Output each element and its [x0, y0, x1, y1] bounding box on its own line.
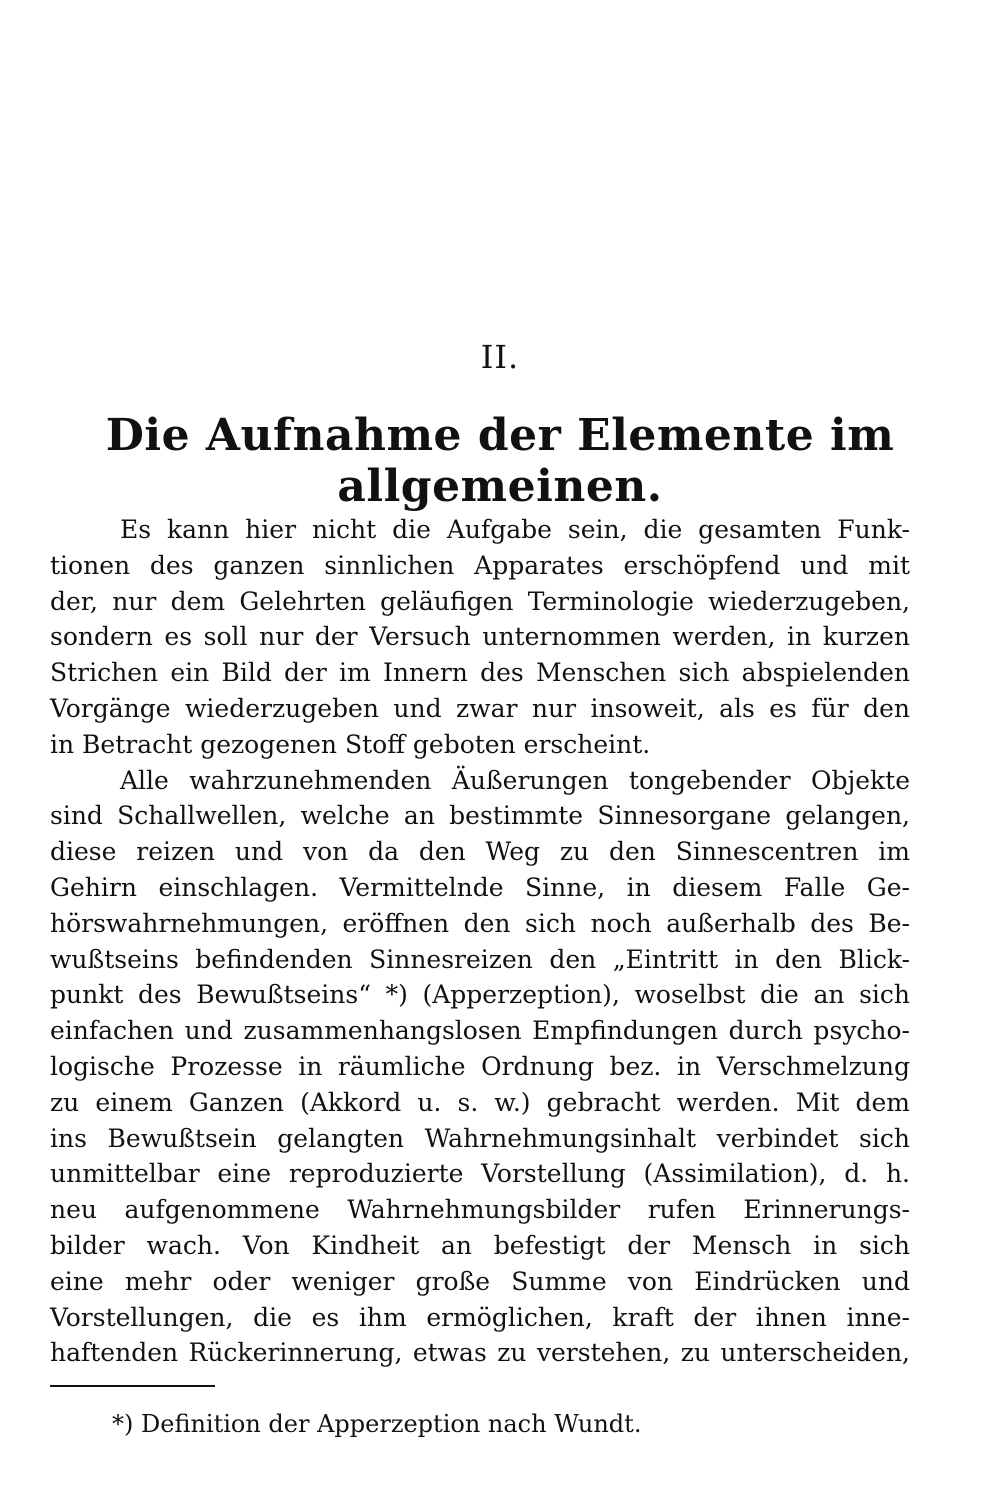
text-line: sind Schallwellen, welche an bestimmte Sinnesorgane gelangen, [50, 801, 910, 831]
text-line: punkt des Bewußtseins“ *) (Apperzeption), woselbst die an sich [50, 980, 910, 1010]
text-line: logische Prozesse in räumliche Ordnung bez. in Verschmelzung [50, 1051, 910, 1081]
text-line: neu aufgenommene Wahrnehmungsbilder rufen Erinnerungs- [50, 1195, 910, 1225]
footnote-divider [50, 1385, 215, 1387]
text-line: Gehirn einschlagen. Vermittelnde Sinne, in diesem Falle Ge- [50, 872, 910, 902]
text-line: Es kann hier nicht die Aufgabe sein, die gesamten Funk- [120, 515, 910, 544]
text-line: bilder wach. Von Kindheit an befestigt der Mensch in sich [50, 1230, 910, 1260]
footnote: *) Definition der Apperzeption nach Wundt. [112, 1410, 642, 1438]
text-line: Vorgänge wiederzugeben und zwar nur insoweit, als es für den [50, 693, 910, 723]
text-line: diese reizen und von da den Weg zu den Sinnescentren im [50, 837, 910, 867]
text-line: wußtseins befindenden Sinnesreizen den „Eintritt in den Blick- [50, 944, 910, 974]
text-line: der, nur dem Gelehrten geläufigen Terminologie wiederzugeben, [50, 586, 910, 616]
text-line: sondern es soll nur der Versuch unternommen werden, in kurzen [50, 622, 910, 652]
text-line: ins Bewußtsein gelangten Wahrnehmungsinhalt verbindet sich [50, 1123, 910, 1153]
text-line: tionen des ganzen sinnlichen Apparates erschöpfend und mit [50, 550, 910, 580]
text-line: zu einem Ganzen (Akkord u. s. w.) gebracht werden. Mit dem [50, 1087, 910, 1117]
text-line: Vorstellungen, die es ihm ermöglichen, kraft der ihnen inne- [50, 1302, 910, 1332]
chapter-title: Die Aufnahme der Elemente im allgemeinen. [105, 410, 895, 512]
text-line: Alle wahrzunehmenden Äußerungen tongebender Objekte [120, 765, 910, 795]
text-line: unmittelbar eine reproduzierte Vorstellung (Assimilation), d. h. [50, 1159, 910, 1189]
text-line: eine mehr oder weniger große Summe von Eindrücken und [50, 1266, 910, 1296]
text-line: Strichen ein Bild der im Innern des Menschen sich abspielenden [50, 658, 910, 688]
body-text [50, 512, 910, 1371]
text-line: haftenden Rückerinnerung, etwas zu verstehen, zu unterscheiden, [50, 1338, 910, 1368]
chapter-number: II. [480, 338, 520, 376]
text-line: hörswahrnehmungen, eröffnen den sich noch außerhalb des Be- [50, 908, 910, 938]
text-line: einfachen und zusammenhangslosen Empfindungen durch psycho- [50, 1016, 910, 1046]
text-line: in Betracht gezogenen Stoff geboten erscheint. [50, 729, 651, 759]
